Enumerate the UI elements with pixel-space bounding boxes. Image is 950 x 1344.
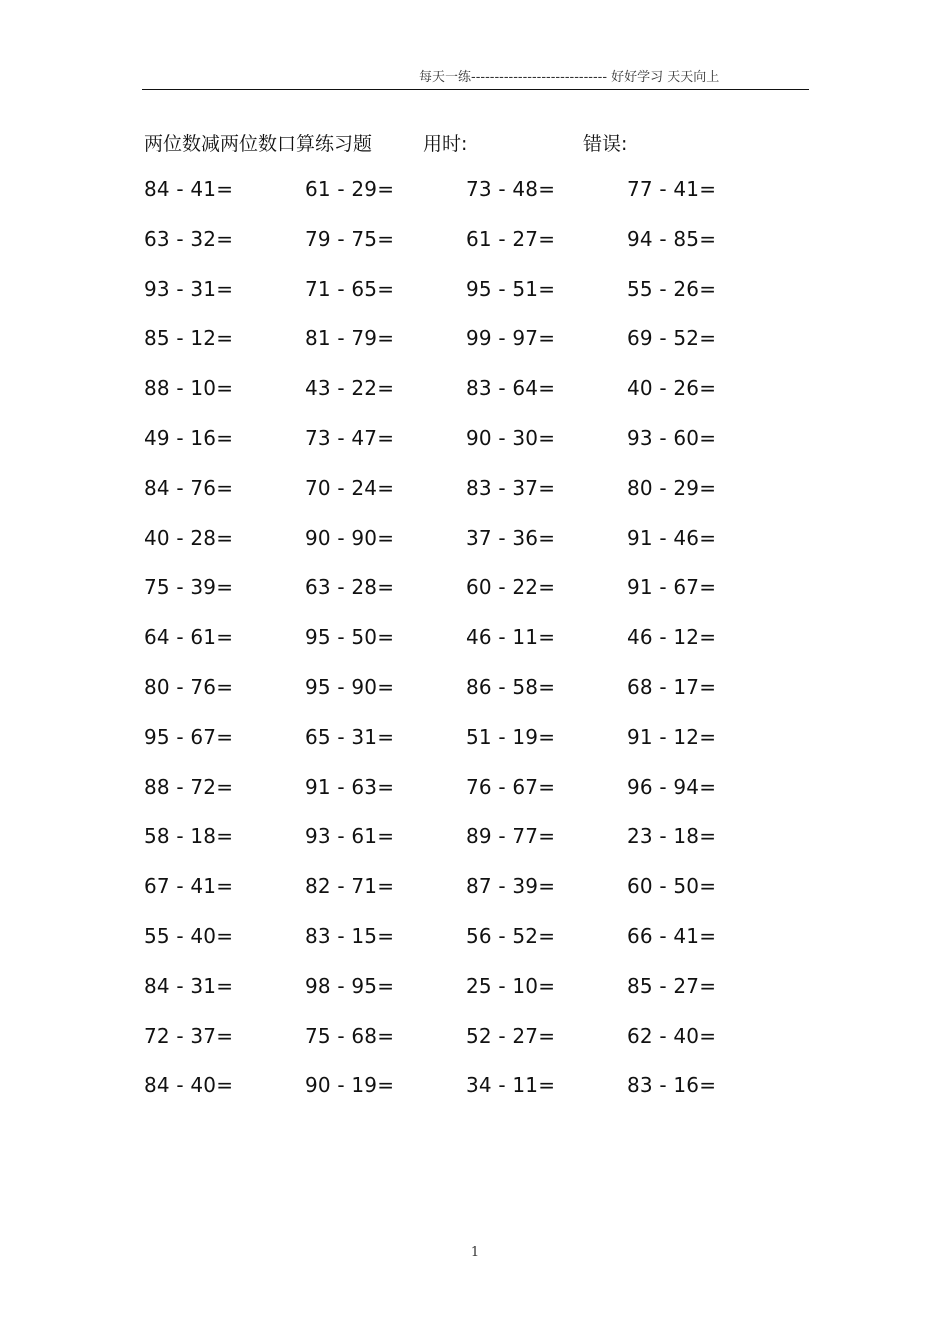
problem: 60 - 22= [466, 575, 556, 600]
problem: 76 - 67= [466, 774, 556, 799]
problem: 88 - 10= [144, 376, 234, 401]
problem: 94 - 85= [627, 226, 717, 251]
problem: 84 - 31= [144, 973, 234, 998]
problem: 90 - 30= [466, 425, 556, 450]
problem-row [144, 277, 804, 327]
problem: 84 - 41= [144, 177, 234, 201]
problem-row [144, 824, 804, 874]
problem-row [144, 1073, 804, 1123]
problem: 91 - 46= [627, 525, 717, 550]
problem: 90 - 19= [305, 1073, 395, 1098]
problem: 46 - 11= [466, 625, 556, 650]
worksheet-title: 两位数减两位数口算练习题 [144, 133, 373, 155]
problem: 49 - 16= [144, 425, 234, 450]
problem: 73 - 47= [305, 425, 395, 450]
errors-label: 错误: [583, 133, 628, 155]
problem: 80 - 29= [627, 475, 717, 500]
problem: 55 - 40= [144, 923, 234, 948]
page-number: 1 [470, 1245, 480, 1260]
problem: 83 - 16= [627, 1073, 717, 1098]
problem: 83 - 15= [305, 923, 395, 948]
problem: 85 - 12= [144, 326, 234, 351]
problem: 23 - 18= [627, 824, 717, 849]
problem: 99 - 97= [466, 326, 556, 351]
problem: 88 - 72= [144, 774, 234, 799]
problem: 84 - 40= [144, 1073, 234, 1098]
problem-row [144, 874, 804, 924]
problem: 86 - 58= [466, 674, 556, 699]
problem-row [144, 376, 804, 426]
problem: 75 - 68= [305, 1023, 395, 1048]
title-row [144, 129, 804, 157]
problem-row [144, 426, 804, 476]
problem: 66 - 41= [627, 923, 717, 948]
problem: 79 - 75= [305, 226, 395, 251]
problem: 77 - 41= [627, 177, 717, 201]
problem: 51 - 19= [466, 724, 556, 749]
problem: 69 - 52= [627, 326, 717, 351]
problem: 52 - 27= [466, 1023, 556, 1048]
problem: 96 - 94= [627, 774, 717, 799]
problem: 95 - 51= [466, 276, 556, 301]
problem-row [144, 526, 804, 576]
problem-row [144, 227, 804, 277]
problem: 85 - 27= [627, 973, 717, 998]
problem: 90 - 90= [305, 525, 395, 550]
problem: 61 - 29= [305, 177, 395, 201]
problem: 40 - 26= [627, 376, 717, 401]
problem-row [144, 575, 804, 625]
problem: 82 - 71= [305, 874, 395, 899]
problem: 91 - 67= [627, 575, 717, 600]
problem: 73 - 48= [466, 177, 556, 201]
problem: 93 - 60= [627, 425, 717, 450]
problem-row [144, 177, 804, 227]
problem: 93 - 61= [305, 824, 395, 849]
problem: 65 - 31= [305, 724, 395, 749]
problem-row [144, 775, 804, 825]
problem: 83 - 37= [466, 475, 556, 500]
problem: 46 - 12= [627, 625, 717, 650]
problem-row [144, 725, 804, 775]
problem: 63 - 28= [305, 575, 395, 600]
problem-row [144, 476, 804, 526]
problem: 80 - 76= [144, 674, 234, 699]
problem: 71 - 65= [305, 276, 395, 301]
problem: 34 - 11= [466, 1073, 556, 1098]
problem: 62 - 40= [627, 1023, 717, 1048]
problem: 93 - 31= [144, 276, 234, 301]
problem: 72 - 37= [144, 1023, 234, 1048]
problem-row [144, 326, 804, 376]
problem-row [144, 974, 804, 1024]
problem-row [144, 924, 804, 974]
problem: 67 - 41= [144, 874, 234, 899]
problem: 37 - 36= [466, 525, 556, 550]
header-text: 每天一练----------------------------- 好好学习 天天向上 [419, 70, 720, 85]
problem-grid [144, 177, 804, 1123]
problem: 60 - 50= [627, 874, 717, 899]
problem: 95 - 90= [305, 674, 395, 699]
problem: 68 - 17= [627, 674, 717, 699]
problem: 95 - 50= [305, 625, 395, 650]
problem: 61 - 27= [466, 226, 556, 251]
problem: 89 - 77= [466, 824, 556, 849]
time-label: 用时: [423, 133, 468, 155]
problem: 63 - 32= [144, 226, 234, 251]
problem-row [144, 1024, 804, 1074]
problem: 64 - 61= [144, 625, 234, 650]
problem: 91 - 12= [627, 724, 717, 749]
problem-row [144, 675, 804, 725]
problem: 83 - 64= [466, 376, 556, 401]
problem: 43 - 22= [305, 376, 395, 401]
problem: 98 - 95= [305, 973, 395, 998]
problem: 91 - 63= [305, 774, 395, 799]
problem: 55 - 26= [627, 276, 717, 301]
problem: 87 - 39= [466, 874, 556, 899]
problem-row [144, 625, 804, 675]
problem: 84 - 76= [144, 475, 234, 500]
problem: 95 - 67= [144, 724, 234, 749]
problem: 25 - 10= [466, 973, 556, 998]
problem: 70 - 24= [305, 475, 395, 500]
problem: 56 - 52= [466, 923, 556, 948]
problem: 81 - 79= [305, 326, 395, 351]
header-rule [142, 89, 809, 90]
problem: 40 - 28= [144, 525, 234, 550]
problem: 75 - 39= [144, 575, 234, 600]
problem: 58 - 18= [144, 824, 234, 849]
